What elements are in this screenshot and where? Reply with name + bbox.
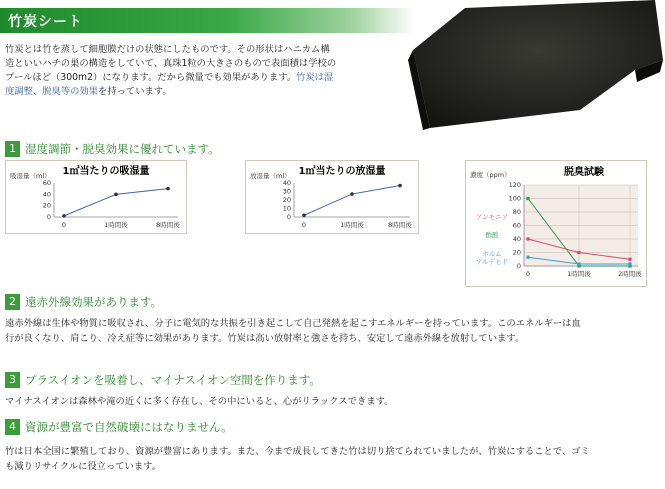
section-2-text bbox=[5, 316, 660, 346]
page-title: 竹炭シート bbox=[8, 14, 83, 30]
text-line: 行が良くなり、肩こり、冷え症等に効果があります。竹炭は高い放射率と強さを持ち、安定して遠赤外線を放射しています。 bbox=[5, 333, 525, 344]
section-number: 3 bbox=[5, 372, 20, 388]
intro-line bbox=[5, 85, 385, 99]
intro-line: 竹炭とは竹を蒸して細胞膜だけの状態にしたものです。その形状はハニカム構 bbox=[5, 44, 330, 55]
data-point bbox=[526, 237, 529, 240]
text-line: マイナスイオンは森林や滝の近くに多く存在し、その中にいると、心がリラックスできます。 bbox=[5, 396, 394, 407]
y-tick-label: 40 bbox=[42, 190, 51, 199]
intro-highlight: 度調整 bbox=[5, 86, 33, 97]
data-point bbox=[302, 214, 306, 218]
bamboo-charcoal-sheet-image bbox=[405, 0, 665, 135]
x-tick-label: 0 bbox=[301, 221, 307, 229]
section-title: プラスイオンを吸着し、マイナスイオン空間を作ります。 bbox=[25, 373, 321, 387]
x-tick-label: 0 bbox=[525, 270, 531, 278]
y-axis-label: 濃度（ppm） bbox=[470, 171, 511, 179]
chart-release bbox=[245, 160, 419, 234]
x-tick-label: 8時間後 bbox=[388, 221, 412, 229]
y-tick-label: 40 bbox=[282, 179, 291, 187]
data-point bbox=[350, 192, 354, 196]
intro-highlight: 竹炭は湿 bbox=[296, 72, 334, 83]
x-tick-label: 1時間後 bbox=[340, 221, 364, 229]
section-4-text bbox=[5, 444, 660, 474]
data-point bbox=[62, 214, 66, 218]
y-tick-label: 0 bbox=[46, 213, 51, 221]
x-tick-label: 8時間後 bbox=[156, 221, 180, 229]
y-tick-label: 0 bbox=[516, 262, 521, 270]
y-tick-label: 30 bbox=[282, 187, 291, 196]
y-tick-label: 20 bbox=[512, 248, 521, 257]
y-tick-label: 20 bbox=[282, 196, 291, 204]
chart-title: 1㎡当たりの吸湿量 bbox=[62, 166, 150, 177]
y-tick-label: 80 bbox=[512, 208, 521, 216]
section-title: 遠赤外線効果があります。 bbox=[25, 295, 163, 309]
section-4-heading bbox=[5, 418, 405, 436]
section-number: 2 bbox=[5, 294, 20, 310]
chart-absorption bbox=[5, 160, 187, 234]
y-tick-label: 40 bbox=[512, 235, 521, 243]
data-point bbox=[577, 262, 580, 265]
x-tick-label: 0 bbox=[61, 221, 67, 229]
data-point bbox=[526, 197, 529, 200]
section-3-text bbox=[5, 394, 660, 409]
legend-label: ホルム bbox=[482, 250, 502, 258]
intro-highlight: 脱臭等の効果 bbox=[42, 86, 99, 97]
x-tick-label: 1時間後 bbox=[567, 270, 591, 278]
section-3-heading bbox=[5, 371, 405, 389]
intro-line: 造といいハチの巣の構造をしていて、真珠1粒の大きさのもので表面積は学校の bbox=[5, 58, 337, 69]
intro-line bbox=[5, 71, 385, 85]
y-tick-label: 10 bbox=[282, 204, 291, 213]
y-tick-label: 60 bbox=[512, 221, 521, 230]
data-point bbox=[628, 262, 631, 265]
text-line: も減りリサイクルに役立っています。 bbox=[5, 461, 162, 472]
legend-label: アンモニア bbox=[475, 213, 509, 221]
chart-title: 脱臭試験 bbox=[564, 167, 604, 178]
y-tick-label: 60 bbox=[42, 179, 51, 187]
title-bar bbox=[0, 8, 415, 33]
section-1-heading bbox=[5, 140, 405, 158]
section-number: 1 bbox=[5, 141, 20, 157]
data-point bbox=[398, 184, 402, 188]
text-line: 竹は日本全国に繁殖しており、資源が豊富にあります。また、今まで成長してきた竹は切り捨てられていましたが、竹炭にすることで、ゴミ bbox=[5, 446, 590, 457]
intro-text bbox=[5, 43, 385, 99]
data-point bbox=[114, 193, 118, 197]
intro-sep: 、 bbox=[32, 86, 43, 97]
data-point bbox=[166, 187, 170, 191]
intro-tail: を持っています。 bbox=[98, 86, 172, 97]
text-line: 遠赤外線は生体や物質に吸収され、分子に電気的な共振を引き起こして自己発熱を起こすエネルギーを持っています。このエネルギーは血 bbox=[5, 318, 581, 329]
data-point bbox=[577, 251, 580, 254]
data-point bbox=[526, 256, 529, 259]
chart-title: 1㎡当たりの放湿量 bbox=[298, 166, 386, 177]
section-2-heading bbox=[5, 293, 405, 311]
y-tick-label: 120 bbox=[508, 181, 521, 189]
y-axis-label: 放湿量（ml） bbox=[250, 172, 291, 180]
section-number: 4 bbox=[5, 419, 20, 435]
legend-label: 酢酸 bbox=[485, 231, 499, 239]
series-line bbox=[304, 186, 400, 216]
intro-line-a: プールほど（300m2）になります。だから微量でも効果があります。 bbox=[5, 72, 297, 83]
x-tick-label: 2時間後 bbox=[618, 270, 642, 278]
y-tick-label: 0 bbox=[286, 213, 291, 221]
y-axis-label: 吸湿量（ml） bbox=[10, 172, 51, 180]
y-tick-label: 20 bbox=[42, 201, 51, 210]
legend-label: アルデヒド bbox=[475, 258, 509, 266]
chart-deodorize bbox=[465, 160, 647, 287]
y-tick-label: 100 bbox=[508, 194, 521, 203]
section-title: 湿度調節・脱臭効果に優れています。 bbox=[25, 142, 220, 156]
data-point bbox=[628, 258, 631, 261]
section-title: 資源が豊富で自然破壊にはなりません。 bbox=[25, 420, 233, 434]
x-tick-label: 1時間後 bbox=[104, 221, 128, 229]
